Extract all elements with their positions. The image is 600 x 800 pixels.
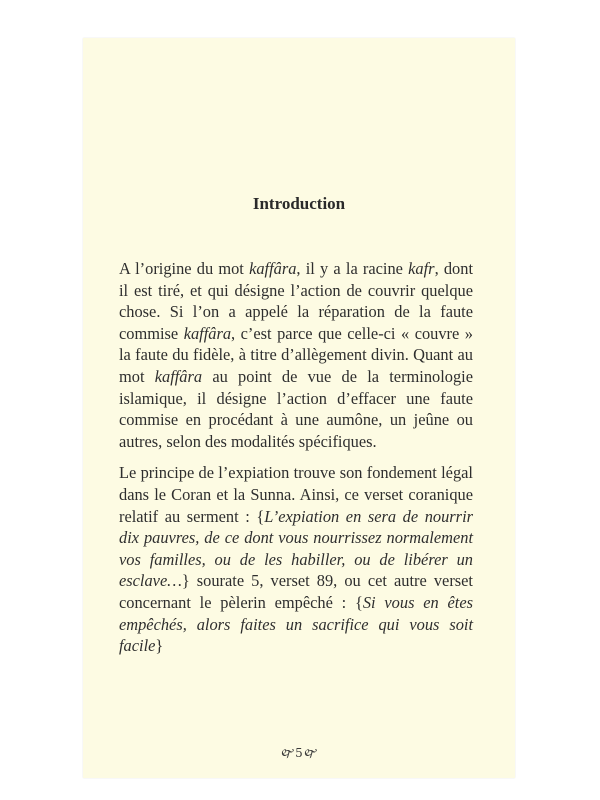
text-segment: } sourate 5, verset 89, ou cet autre verset concernant le pèlerin empêché : { [119, 571, 473, 612]
page-body [119, 258, 473, 657]
term: kaffâra [249, 259, 297, 278]
ornament-left-icon: 🙰 [279, 746, 296, 760]
paragraph-2 [119, 462, 473, 656]
paragraph-1 [119, 258, 473, 452]
term: kaffâra [183, 323, 232, 343]
text-segment: A l’origine du mot [119, 259, 250, 278]
text-segment: , il y a la racine [296, 259, 409, 278]
quran-quote: L’expiation en sera de nourrir dix pauvres, de ce dont vous nourrissez normalement vos familles, ou de les habiller, ou de libérer un esclave… [119, 506, 473, 591]
quran-quote: Si vous en êtes empêchés, alors faites un sacrifice qui vous soit facile [119, 592, 473, 656]
book-page [83, 38, 515, 778]
page-number: 5 [295, 746, 303, 760]
text-segment: , dont il est tiré, et qui désigne l’action de couvrir quelque chose. Si l’on a appelé la réparation de la faute commise [119, 259, 473, 343]
page-number-ornament [83, 744, 515, 765]
ornament-right-icon: 🙰 [302, 746, 319, 760]
text-segment: au point de vue de la terminologie islamique, il désigne l’action d’effacer une faute commise en procédant à une aumône, un jeûne ou autres, selon des modalités spécifiques. [119, 366, 473, 451]
page-title: Introduction [252, 194, 346, 213]
text-segment: , c’est parce que celle-ci « couvre » la faute du fidèle, à titre d’allègement divin. Quant au mot [119, 323, 473, 386]
term: kafr [408, 259, 435, 278]
term: kaffâra [154, 366, 203, 386]
text-segment: Le principe de l’expiation trouve son fondement légal dans le Coran et la Sunna. Ainsi, ce verset coranique relatif au serment : { [119, 463, 473, 526]
text-segment: } [155, 636, 164, 656]
